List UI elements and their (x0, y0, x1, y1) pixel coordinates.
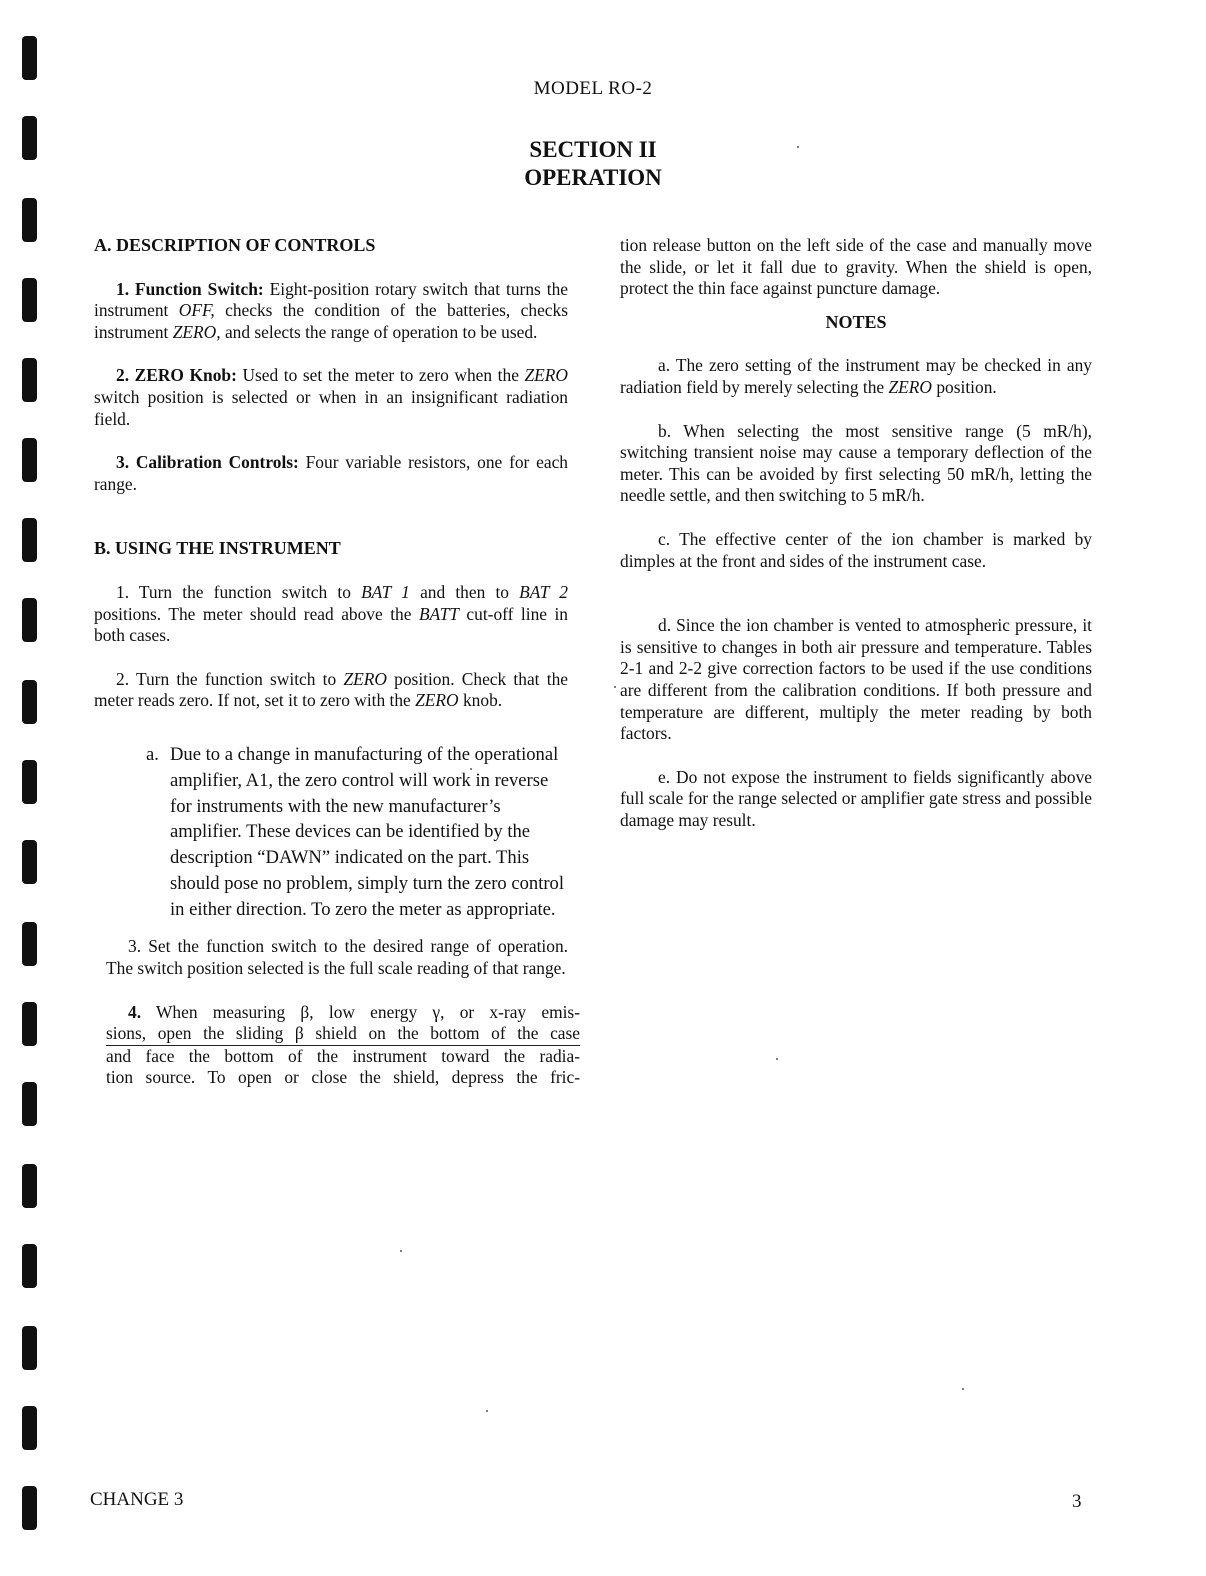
step-1-paragraph: 1. Turn the function switch to BAT 1 and then to BAT 2 positions. The meter should read above the BATT cut-off line in both cases. (94, 581, 568, 646)
scan-speck (776, 1058, 778, 1060)
binder-hole (22, 1326, 37, 1370)
binder-hole (22, 1406, 37, 1450)
change-label: CHANGE 3 (90, 1489, 184, 1510)
note-e: e. Do not expose the instrument to fields significantly above full scale for the range selected or amplifier gate stress and possible damage may result. (620, 766, 1092, 830)
section-heading (0, 136, 1186, 192)
binder-hole (22, 922, 37, 966)
calibration-controls-paragraph: 3. Calibration Controls: Four variable resistors, one for each range. (94, 452, 568, 494)
function-switch-paragraph: 1. Function Switch: Eight-position rotary switch that turns the instrument OFF, checks the condition of the batteries, checks instrument ZERO, and selects the range of operation to be used. (94, 278, 568, 342)
binder-hole (22, 518, 37, 562)
using-instrument-heading: B. USING THE INSTRUMENT (94, 538, 341, 559)
zero-knob-paragraph: 2. ZERO Knob: Used to set the meter to zero when the ZERO switch position is selected or when in an insignificant radiation field. (94, 365, 568, 429)
scan-speck (614, 686, 616, 688)
description-heading: A. DESCRIPTION OF CONTROLS (94, 235, 376, 255)
binder-hole (22, 598, 37, 642)
note-a: a. The zero setting of the instrument may be checked in any radiation field by merely selecting the ZERO position. (620, 355, 1092, 397)
binder-hole (22, 36, 37, 80)
left-column (94, 235, 580, 1089)
binder-hole (22, 1082, 37, 1126)
binder-hole (22, 840, 37, 884)
scan-speck (962, 1388, 964, 1390)
binder-hole (22, 438, 37, 482)
step-2a-note: a. Due to a change in manufacturing of the operational amplifier, A1, the zero control will work in reverse for instruments with the new manufacturer’s amplifier. These devices can be identified by the description “DAWN” indicated on the part. This should pose no problem, simply turn the zero control in either direction. To zero the meter as appropriate. (146, 743, 565, 920)
binder-hole (22, 680, 37, 724)
scan-speck (486, 1410, 488, 1412)
note-b: b. When selecting the most sensitive range (5 mR/h), switching transient noise may cause a temporary deflection of the meter. This can be avoided by first selecting 50 mR/h, letting the needle settle, and then switching to 5 mR/h. (620, 420, 1092, 506)
note-d: d. Since the ion chamber is vented to atmospheric pressure, it is sensitive to changes in both air pressure and temperature. Tables 2-1 and 2-2 give correction factors to be used if the use conditions are different from the calibration conditions. If both pressure and temperature are different, multiply the meter reading by both factors. (620, 615, 1092, 744)
binder-hole (22, 358, 37, 402)
notes-heading: NOTES (825, 311, 887, 332)
section-number: SECTION II (529, 137, 657, 162)
scan-speck (400, 1250, 402, 1252)
section-title: OPERATION (524, 165, 662, 190)
binder-hole (22, 198, 37, 242)
right-column (620, 235, 1092, 831)
shield-continuation: tion release button on the left side of the case and manually move the slide, or let it fall due to gravity. When the shield is open, protect the thin face against puncture damage. (620, 235, 1092, 299)
model-header: MODEL RO-2 (533, 78, 653, 99)
step-4-paragraph: 4. When measuring β, low energy γ, or x-ray emis- sions, open the sliding β shield on the bottom of the case and face the bottom of the instrument toward the radia- tion source. To open or close the shield, depress the fric- (106, 1001, 580, 1088)
binder-hole (22, 1486, 37, 1530)
binder-hole (22, 278, 37, 322)
binder-hole (22, 1244, 37, 1288)
step-2-paragraph: 2. Turn the function switch to ZERO position. Check that the meter reads zero. If not, set it to zero with the ZERO knob. (94, 668, 568, 711)
note-c: c. The effective center of the ion chamber is marked by dimples at the front and sides of the instrument case. (620, 528, 1092, 571)
step-3-paragraph: 3. Set the function switch to the desired range of operation. The switch position selected is the full scale reading of that range. (106, 936, 568, 979)
binder-hole (22, 1002, 37, 1046)
binder-hole (22, 1164, 37, 1208)
binder-hole (22, 760, 37, 804)
page-number: 3 (1072, 1491, 1082, 1512)
